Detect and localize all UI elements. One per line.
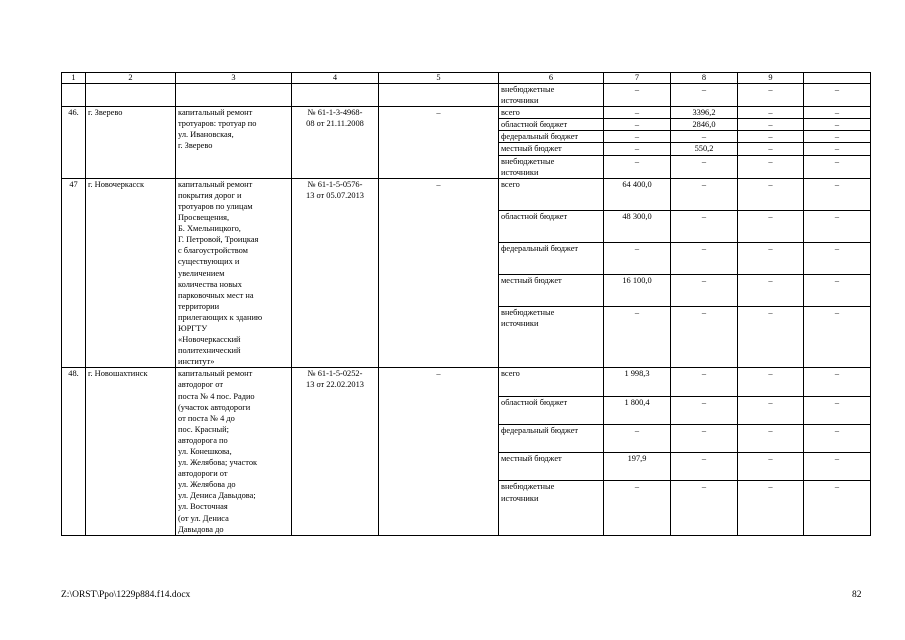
funding-source: местный бюджет (499, 143, 604, 155)
funding-source: областной бюджет (499, 396, 604, 424)
cell-empty (176, 84, 292, 107)
entry-document: № 61-1-5-0576- 13 от 05.07.2013 (292, 178, 379, 368)
value-col8: – (671, 210, 738, 242)
value-col10: – (804, 242, 871, 274)
value-col7: – (604, 155, 671, 178)
column-header: 7 (604, 73, 671, 84)
column-header: 1 (62, 73, 86, 84)
value-col10: – (804, 155, 871, 178)
cell-empty (379, 84, 499, 107)
value-col10: – (804, 368, 871, 396)
value-col10: – (804, 210, 871, 242)
footer-page-number: 82 (852, 590, 862, 600)
value-col10: – (804, 274, 871, 306)
value-col8: – (671, 481, 738, 535)
value-col9: – (738, 274, 804, 306)
value-col9: – (738, 155, 804, 178)
value-col9: – (738, 368, 804, 396)
entry-city: г. Зверево (86, 107, 176, 179)
entry-col5: – (379, 178, 499, 368)
funding-source: местный бюджет (499, 274, 604, 306)
value-col8: – (671, 368, 738, 396)
entry-number: 47 (62, 178, 86, 368)
entry-city: г. Новошахтинск (86, 368, 176, 535)
column-header: 2 (86, 73, 176, 84)
entry-document: № 61-1-3-4968- 08 от 21.11.2008 (292, 107, 379, 179)
footer-file-path: Z:\ORST\Ppo\1229p884.f14.docx (61, 590, 191, 600)
entry-col5: – (379, 368, 499, 535)
column-header (804, 73, 871, 84)
funding-source: внебюджетные источники (499, 481, 604, 535)
funding-source: федеральный бюджет (499, 131, 604, 143)
funding-source: всего (499, 107, 604, 119)
value-col7: – (604, 242, 671, 274)
value-col8: – (671, 155, 738, 178)
value-col9: – (738, 210, 804, 242)
funding-source: федеральный бюджет (499, 242, 604, 274)
value-col7: – (604, 131, 671, 143)
value-col7: 48 300,0 (604, 210, 671, 242)
value-col7: – (604, 481, 671, 535)
value-col9: – (738, 119, 804, 131)
table-row (62, 84, 871, 107)
value-col9: – (738, 453, 804, 481)
funding-source: местный бюджет (499, 453, 604, 481)
entry-description: капитальный ремонт тротуаров: тротуар по ул. Ивановская, г. Зверево (176, 107, 292, 179)
value-col10: – (804, 107, 871, 119)
value-col8: 2846,0 (671, 119, 738, 131)
value-col10: – (804, 131, 871, 143)
entry-document: № 61-1-5-0252- 13 от 22.02.2013 (292, 368, 379, 535)
funding-source: всего (499, 368, 604, 396)
table-body (62, 84, 871, 536)
entry-number: 48. (62, 368, 86, 535)
value-col9: – (738, 143, 804, 155)
value-col7: – (604, 424, 671, 452)
entry-description: капитальный ремонт покрытия дорог и тротуаров по улицам Просвещения, Б. Хмельницкого, Г. Петровой, Троицкая с благоустройством существующих и увеличением количества новых парковочных мест на территории прилегающих к зданию ЮРГТУ «Новочеркасский политехнический институт» (176, 178, 292, 368)
value-col8: 550,2 (671, 143, 738, 155)
value-col10: – (804, 396, 871, 424)
entry-col5: – (379, 107, 499, 179)
column-header: 9 (738, 73, 804, 84)
value-col10: – (804, 84, 871, 107)
value-col7: – (604, 84, 671, 107)
value-col7: – (604, 306, 671, 367)
column-header: 3 (176, 73, 292, 84)
funding-source: всего (499, 178, 604, 210)
funding-source: внебюджетные источники (499, 84, 604, 107)
value-col10: – (804, 453, 871, 481)
value-col8: – (671, 274, 738, 306)
table-row (62, 178, 871, 210)
value-col9: – (738, 178, 804, 210)
value-col9: – (738, 424, 804, 452)
value-col8: – (671, 396, 738, 424)
funding-source: федеральный бюджет (499, 424, 604, 452)
entry-number: 46. (62, 107, 86, 179)
value-col10: – (804, 119, 871, 131)
table-row (62, 368, 871, 396)
column-header: 8 (671, 73, 738, 84)
entry-city: г. Новочеркасск (86, 178, 176, 368)
value-col7: 197,9 (604, 453, 671, 481)
value-col9: – (738, 242, 804, 274)
funding-source: внебюджетные источники (499, 155, 604, 178)
value-col7: 16 100,0 (604, 274, 671, 306)
value-col9: – (738, 481, 804, 535)
value-col9: – (738, 107, 804, 119)
value-col7: 1 998,3 (604, 368, 671, 396)
value-col8: – (671, 453, 738, 481)
value-col10: – (804, 306, 871, 367)
value-col7: – (604, 143, 671, 155)
funding-source: внебюджетные источники (499, 306, 604, 367)
value-col7: – (604, 107, 671, 119)
cell-empty (62, 84, 86, 107)
value-col8: – (671, 84, 738, 107)
value-col7: 1 800,4 (604, 396, 671, 424)
value-col7: – (604, 119, 671, 131)
column-header: 6 (499, 73, 604, 84)
value-col8: – (671, 306, 738, 367)
value-col8: – (671, 424, 738, 452)
table-row (62, 107, 871, 119)
value-col8: 3396,2 (671, 107, 738, 119)
entry-description: капитальный ремонт автодорог от поста № 4 пос. Радио (участок автодороги от поста № 4 до пос. Красный; автодорога по ул. Конешкова, ул. Желябова; участок автодороги от ул. Желябова до ул. Дениса Давыдова; ул. Восточная (от ул. Дениса Давыдова до (176, 368, 292, 535)
value-col8: – (671, 178, 738, 210)
cell-empty (86, 84, 176, 107)
cell-empty (292, 84, 379, 107)
value-col10: – (804, 143, 871, 155)
value-col9: – (738, 84, 804, 107)
budget-table (61, 72, 871, 536)
value-col8: – (671, 131, 738, 143)
table-header-row (62, 73, 871, 84)
column-header: 5 (379, 73, 499, 84)
value-col9: – (738, 131, 804, 143)
funding-source: областной бюджет (499, 210, 604, 242)
value-col7: 64 400,0 (604, 178, 671, 210)
value-col10: – (804, 481, 871, 535)
value-col10: – (804, 424, 871, 452)
column-header: 4 (292, 73, 379, 84)
value-col9: – (738, 306, 804, 367)
funding-source: областной бюджет (499, 119, 604, 131)
value-col8: – (671, 242, 738, 274)
value-col10: – (804, 178, 871, 210)
value-col9: – (738, 396, 804, 424)
